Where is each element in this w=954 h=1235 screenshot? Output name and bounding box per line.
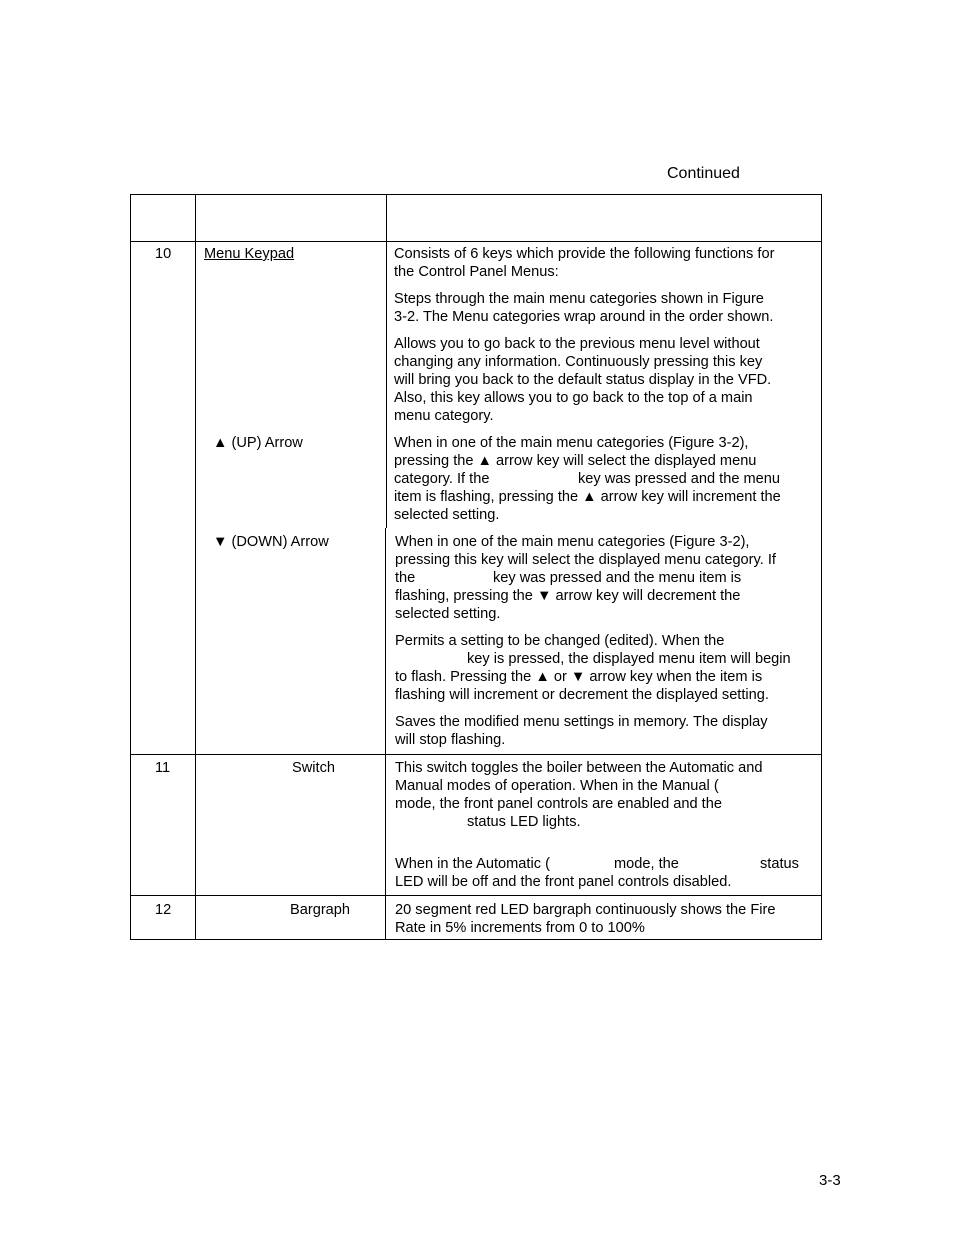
desc-line: mode, the front panel controls are enabled and the (395, 796, 722, 812)
row-11-12-divider (131, 895, 821, 896)
desc-line: changing any information. Continuously pressing this key (394, 354, 763, 370)
desc-line: mode, the (614, 856, 679, 872)
row-10-number: 10 (155, 246, 172, 262)
desc-line: will stop flashing. (395, 732, 506, 748)
row-12-item-label: Bargraph (290, 902, 351, 918)
desc-line: When in one of the main menu categories (Figure 3-2), (394, 435, 749, 451)
row-11-item-label: Switch (292, 760, 335, 776)
desc-line: Allows you to go back to the previous menu level without (394, 336, 760, 352)
desc-line: This switch toggles the boiler between the Automatic and (395, 760, 763, 776)
desc-line: selected setting. (395, 606, 501, 622)
desc-line: Saves the modified menu settings in memory. The display (395, 714, 768, 730)
desc-line: the Control Panel Menus: (394, 264, 559, 280)
desc-line: When in one of the main menu categories (Figure 3-2), (395, 534, 750, 550)
desc-line: Rate in 5% increments from 0 to 100% (395, 920, 645, 936)
desc-line: key was pressed and the menu item is (493, 570, 742, 586)
desc-line: status LED lights. (467, 814, 581, 830)
desc-line: the (395, 570, 416, 586)
desc-line: flashing will increment or decrement the displayed setting. (395, 687, 769, 703)
desc-line: 3-2. The Menu categories wrap around in the order shown. (394, 309, 774, 325)
desc-line: Permits a setting to be changed (edited). When the (395, 633, 725, 649)
desc-line: status (760, 856, 799, 872)
col-divider-1 (195, 195, 196, 939)
desc-line: menu category. (394, 408, 494, 424)
desc-line: selected setting. (394, 507, 500, 523)
col-divider-2 (386, 195, 387, 528)
desc-line: pressing this key will select the displayed menu category. If (395, 552, 776, 568)
controls-table (130, 194, 822, 940)
desc-line: key was pressed and the menu (578, 471, 780, 487)
desc-line: Steps through the main menu categories shown in Figure (394, 291, 764, 307)
desc-line: Consists of 6 keys which provide the following functions for (394, 246, 775, 262)
desc-line: item is flashing, pressing the ▲ arrow key will increment the (394, 489, 781, 505)
row-10-11-divider (131, 754, 821, 755)
page-number: 3-3 (819, 1172, 841, 1189)
desc-line: will bring you back to the default status display in the VFD. (394, 372, 772, 388)
desc-line: key is pressed, the displayed menu item will begin (467, 651, 791, 667)
desc-line: Also, this key allows you to go back to the top of a main (394, 390, 753, 406)
header-row-divider (131, 241, 821, 242)
row-11-number: 11 (155, 760, 171, 776)
continued-label: Continued (667, 165, 740, 182)
desc-line: to flash. Pressing the ▲ or ▼ arrow key when the item is (395, 669, 763, 685)
desc-line: pressing the ▲ arrow key will select the displayed menu (394, 453, 757, 469)
desc-line: When in the Automatic ( (395, 856, 550, 872)
desc-line: flashing, pressing the ▼ arrow key will decrement the (395, 588, 741, 604)
desc-line: 20 segment red LED bargraph continuously shows the Fire (395, 902, 776, 918)
row-12-number: 12 (155, 902, 172, 918)
desc-line: LED will be off and the front panel controls disabled. (395, 874, 732, 890)
desc-line: Manual modes of operation. When in the Manual ( (395, 778, 719, 794)
desc-line: category. If the (394, 471, 490, 487)
col-divider-2b (385, 528, 386, 939)
row-10-title: Menu Keypad (204, 246, 295, 262)
up-arrow-label: ▲ (UP) Arrow (213, 435, 303, 451)
down-arrow-label: ▼ (DOWN) Arrow (213, 534, 329, 550)
